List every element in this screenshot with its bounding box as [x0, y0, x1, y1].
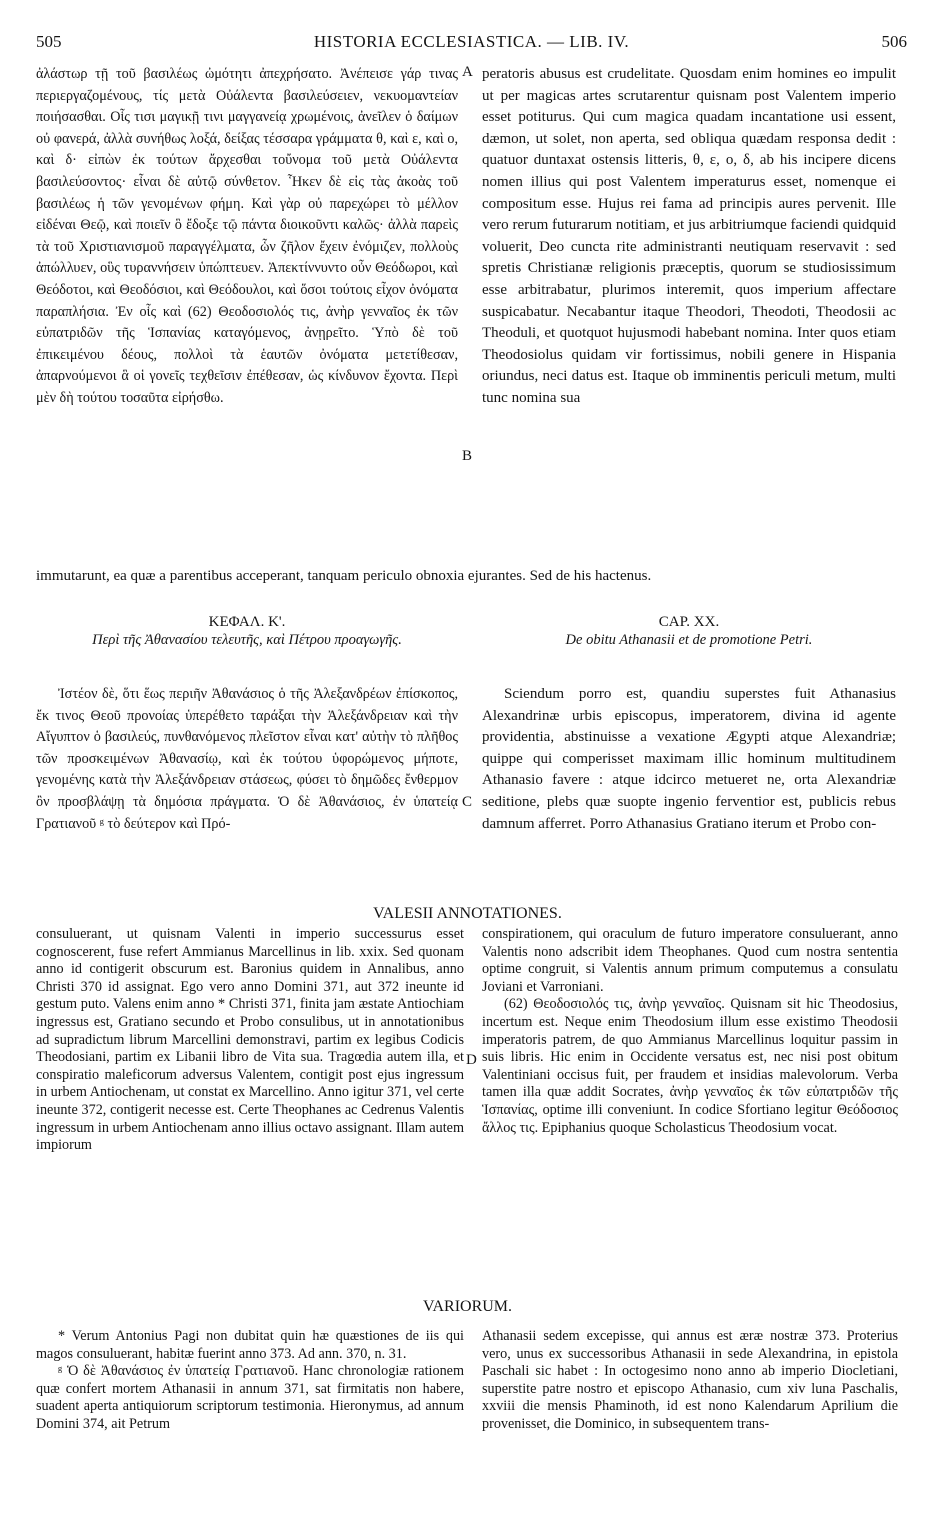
full-width-continuation — [36, 566, 898, 587]
latin-column-chapter — [482, 684, 896, 835]
greek-text-chapter: Ἰστέον δὲ, ὅτι ἕως περιῆν Ἀθανάσιος ὁ τῆς Ἀλεξανδρέων ἐπίσκοπος, ἔκ τινος Θεοῦ προνοίας ὑπερέθετο ταράξαι τὴν Ἀλεξάνδρειαν καὶ τὴν Αἴγυπτον ὁ βασιλεύς, πυνθανόμενος πλεῖστον εἶναι κατ' αὐτὴν τὸ πλῆθος τῶν προσκειμένων Ἀθανασίῳ, καὶ ἐκ τούτου ὑφορώμενος μήποτε, γενομένης κατὰ τὴν Ἀλεξάνδρειαν στάσεως, φύσει τὸ δημῶδες ἔνθερμον ὂν προσβλάψῃ τὰ δημόσια πράγματα. Ὁ δὲ Ἀθανάσιος, ἐν ὑπατείᾳ Γρατιανοῦ ᵍ τὸ δεύτερον καὶ Πρό- — [36, 686, 458, 832]
variorum-section-title: VARIORUM. — [422, 1298, 513, 1315]
variorum-right-column — [482, 1328, 898, 1434]
greek-chapter-subtitle: Περὶ τῆς Ἀθανασίου τελευτῆς, καὶ Πέτρου προαγωγῆς. — [92, 632, 402, 648]
latin-continuation-text: immutarunt, ea quæ a parentibus acceperant, tanquam periculo obnoxia ejurantes. Sed de his hactenus. — [36, 568, 652, 584]
variorum-left-text-1: * Verum Antonius Pagi non dubitat quin hæ quæstiones de iis qui magos consuluerant, habitæ fuerint anno 373. Ad ann. 370, n. 31. — [36, 1328, 464, 1362]
latin-column-top — [482, 64, 896, 410]
running-title: HISTORIA ECCLESIASTICA. — LIB. IV. — [313, 32, 630, 51]
valesii-right-text-2: (62) Θεοδοσιολός τις, ἀνὴρ γενναῖος. Quisnam sit hic Theodosius, incertum est. Neque enim Theodosium illum esse existimo Theodosii imperatoris patrem, de quo Ammianus Marcellinus loquitur passim in suis libris. Hic enim in Occidente versatus est, nec nisi post obitum Valentiniani occisus fuit, per fraudem et insidias malevolorum. Verba tamen illa quæ addit Socrates, ἀνὴρ γενναῖος ἐκ τῶν εὐπατριδῶν τῆς Ἱσπανίας, optime illi conveniunt. In codice Sfortiano legitur Θεόδοσιος ἄλλος τις. Epiphanius quoque Scholasticus Theodosium vocat. — [482, 996, 898, 1136]
page-number-left: 505 — [36, 32, 62, 51]
greek-text-top: ἀλάστωρ τῇ τοῦ βασιλέως ὠμότητι ἀπεχρήσατο. Ἀνέπεισε γάρ τινας περιεργαζομένους, τίς μετὰ Οὐάλεντα βασιλεύσειεν, νεκυομαντείαν ποιήσασθαι. Οἷς τισι μαγικῇ τινι μαγγανείᾳ χρωμένοις, ἀνεῖλεν ὁ δαίμων οὐ φανερά, ἀλλὰ συνήθως λοξά, δείξας τέσσαρα γράμματα θ, καὶ ε, καὶ ο, καὶ δ· εἰπὼν ἐκ τούτων ἄρχεσθαι τοὔνομα τοῦ μετὰ Οὐάλεντα βασιλεύσοντος· εἶναι δὲ αὐτῷ σύνθετον. Ἧκεν δὲ εἰς τὰς ἀκοὰς τοῦ βασιλέως ἡ τῶν γενομένων φήμη. Καὶ γὰρ οὐ παρεχώρει τὸ μέλλον εἰδέναι Θεῷ, καὶ ποιεῖν ὃ ἔδοξε τῷ πάντα διοικοῦντι καλῶς· ἀλλὰ παρεὶς τὰ τοῦ Χριστιανισμοῦ παραγγέλματα, ὧν ζῆλον ἔχειν ἐνόμιζεν, πολλοὺς ἀπώλλυεν, οὓς τυραννήσειν ὑπώπτευεν. Ἀπεκτίννυντο οὖν Θεόδωροι, καὶ Θεόδοτοι, καὶ Θεοδόσιοι, καὶ Θεόδουλοι, καὶ ὅσοι τούτοις εἶχον ὀνόματα παραπλήσια. Ἐν οἷς καὶ (62) Θεοδοσιολός τις, ἀνὴρ γενναῖος ἐκ τῶν εὐπατριδῶν τῆς Ἱσπανίας καταγόμενος, ἀνῃρεῖτο. Ὑπὸ δὲ τοῦ ἐπικειμένου δέους, πολλοὶ τὰ ἑαυτῶν ὀνόματα μετετίθεσαν, ἀπαρνούμενοι ἃ οἱ γονεῖς τεχθεῖσιν ἐπέθεσαν, ὡς κίνδυνον ἔχοντα. Περὶ μὲν δὴ τούτου τοσαῦτα εἰρήσθω. — [36, 66, 458, 406]
margin-marker-d: D — [466, 1052, 477, 1068]
latin-text-top: peratoris abusus est crudelitate. Quosdam enim homines eo impulit ut per magicas artes scrutarentur quisnam post Valentem imperio esset potiturus. Qui cum magica quadam incantatione usi essent, dæmon, ut solet, non aperta, sed obliqua quædam responsa dedit : quatuor duntaxat ostensis litteris, θ, ε, ο, δ, ab his incipere dicens nomen illius qui post Valentem imperaturus esset, nomenque ei compositum esse. Hujus rei fama ad principis aures pervenit. Ille vero rerum futurarum notitiam, et jus arbitriumque faciendi quidquid voluerit, Deo cuncta rite administranti neutiquam reservavit : sed spretis Christianæ religionis præceptis, quorum se studiosissimum esse arbitrabatur, plurimos interemit, quos imperium affectare suspicabatur. Necabantur itaque Theodori, Theodoti, Theodosii ac Theoduli, et quotquot hujusmodi habebant nomina. Inter quos etiam Theodosiolus quidam vir fortissimus, nobili genere in Hispania oriundus, neci datus est. Itaque ob imminentis periculi metum, multi tunc nomina sua — [482, 66, 896, 406]
page-number-right: 506 — [881, 32, 907, 51]
latin-chapter-number: CAP. XX. — [658, 614, 720, 630]
greek-column-top — [36, 64, 458, 410]
valesii-section-title: VALESII ANNOTATIONES. — [373, 905, 562, 922]
margin-marker-c: C — [462, 794, 473, 810]
variorum-right-text: Athanasii sedem excepisse, qui annus est æræ nostræ 373. Proterius vero, unus ex successoribus Athanasii in sede Alexandrina, in epistola Paschali sic habet : In octogesimo nono anno ab imperio Diocletiani, superstite patre nostro et episcopo Athanasio, cum xiv luna Paschalis, xxviii die mensis Phaminoth, id est nono Kalendarum Aprilium die provenisset, die Dominico, in subsequentem trans- — [482, 1328, 898, 1432]
running-header — [36, 32, 907, 56]
greek-chapter-number: ΚΕΦΑΛ. Κ'. — [208, 614, 286, 630]
margin-marker-b: B — [462, 448, 473, 464]
valesii-right-text-1: conspirationem, qui oraculum de futuro imperatore consuluerant, anno Valentis nono adscribit idem Theophanes. Quod cum nostra sententia optime congruit, si Valentis annum primum computemus a consulatu Joviani et Varroniani. — [482, 926, 898, 995]
variorum-left-text-2: ᵍ Ὁ δὲ Ἀθανάσιος ἐν ὑπατείᾳ Γρατιανοῦ. Hanc chronologiæ rationem quæ confert mortem Athanasii in annum 371, sat firmitatis non habere, suadent aperta antiquiorum scriptorum testimonia. Hieronymus, ad annum Domini 374, ait Petrum — [36, 1363, 464, 1432]
latin-chapter-heading — [482, 614, 896, 649]
valesii-left-column — [36, 926, 464, 1155]
latin-chapter-subtitle: De obitu Athanasii et de promotione Petri. — [565, 632, 813, 648]
greek-column-chapter — [36, 684, 458, 835]
greek-chapter-heading — [36, 614, 458, 649]
variorum-left-column — [36, 1328, 464, 1434]
margin-marker-a: A — [462, 64, 473, 80]
valesii-right-column — [482, 926, 898, 1137]
valesii-left-text: consuluerant, ut quisnam Valenti in imperio successurus esset cognoscerent, fuse refert Ammianus Marcellinus in lib. xxix. Sed quonam anno id contigerit obscurum est. Baronius quidem in Annalibus, anno Christi 370 id assignat. Ego vero anno Domini 371, aut 372 ineunte id gestum puto. Valens enim anno * Christi 371, finita jam æstate Antiochiam ingressus est, Gratiano secundo et Probo consulibus, ut in annotationibus ad supradictum librum Marcellini demonstravi, partim ex legibus Codicis Theodosiani, partim ex Libanii libro de Vita sua. Tragœdia autem illa, et conspiratio maleficorum adversus Valentem, contigit post ejus ingressum in urbem Antiochenam, ut constat ex Marcellino. Anno igitur 371, vel certe ineunte 372, contigerit necesse est. Certe Theophanes ac Cedrenus Valentis ingressum in urbem Antiochenam anno illius octavo assignant. Illam autem impiorum — [36, 926, 464, 1154]
latin-text-chapter: Sciendum porro est, quandiu superstes fuit Athanasius Alexandrinæ urbis episcopus, imperatorem, divina id agente providentia, abstinuisse a vexatione Ægypti atque Alexandriæ; quippe qui comperisset maximam illic hominum multitudinem Athanasio favere : atque idcirco metueret ne, orta Alexandriæ seditione, plebs quæ suopte ingenio ferventior est, publicis rebus damnum afferret. Porro Athanasius Gratiano iterum et Probo con- — [482, 686, 896, 832]
